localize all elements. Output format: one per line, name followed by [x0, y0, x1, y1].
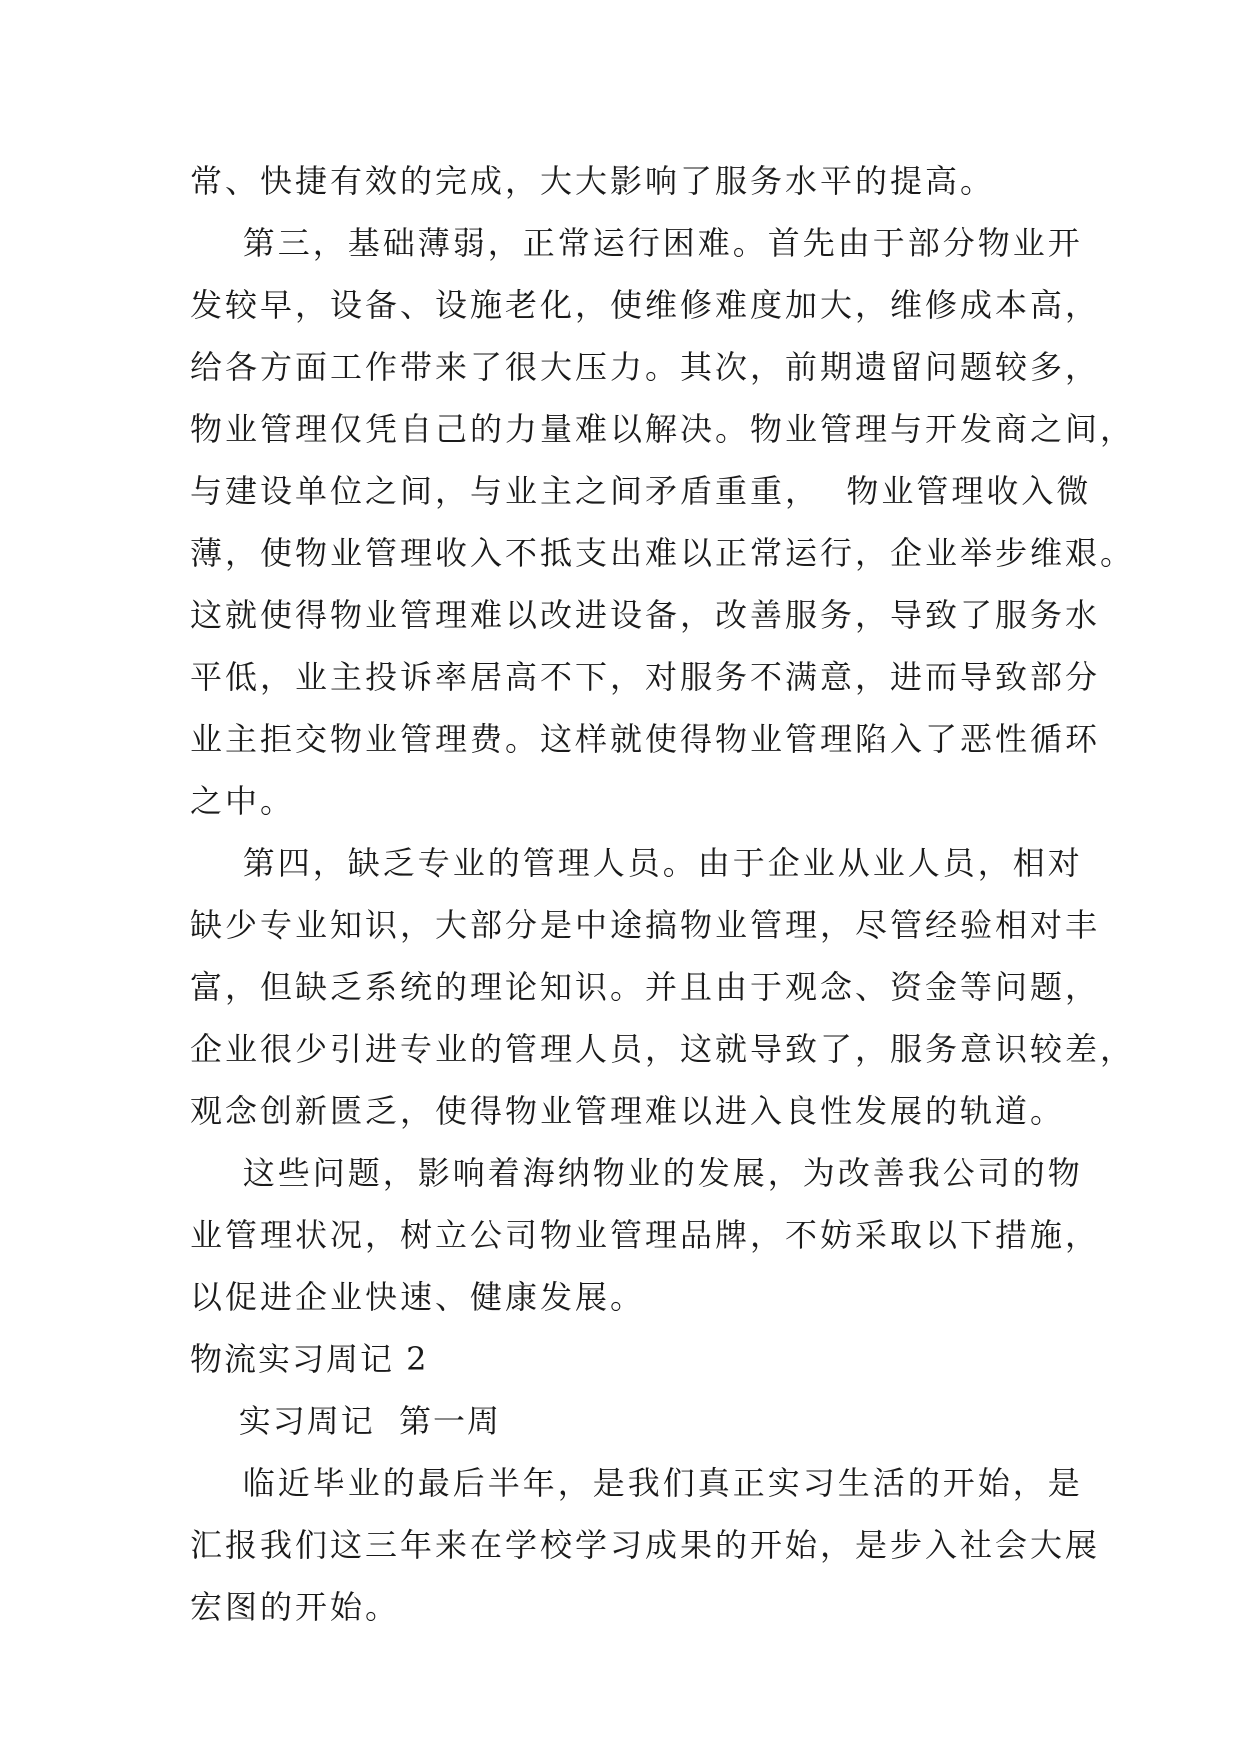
text-line: 与建设单位之间，与业主之间矛盾重重， 物业管理收入微 [190, 472, 1092, 510]
text-line: 平低，业主投诉率居高不下，对服务不满意，进而导致部分 [190, 658, 1101, 696]
text-line: 这些问题，影响着海纳物业的发展，为改善我公司的物 [190, 1154, 1083, 1192]
text-line: 这就使得物业管理难以改进设备，改善服务，导致了服务水 [190, 596, 1101, 634]
text-line: 常、快捷有效的完成，大大影响了服务水平的提高。 [190, 162, 996, 200]
section-heading: 物流实习周记 2 [190, 1340, 429, 1378]
text-line: 第四，缺乏专业的管理人员。由于企业从业人员，相对 [190, 844, 1083, 882]
text-line: 以促进企业快速、健康发展。 [190, 1278, 646, 1316]
document-page [190, 150, 1136, 1638]
text-line: 给各方面工作带来了很大压力。其次，前期遗留问题较多， [190, 348, 1101, 386]
text-line: 第三，基础薄弱，正常运行困难。首先由于部分物业开 [190, 224, 1083, 262]
text-line: 富，但缺乏系统的理论知识。并且由于观念、资金等问题， [190, 968, 1101, 1006]
subsection-heading: 实习周记 第一周 [190, 1402, 502, 1440]
text-line: 观念创新匮乏，使得物业管理难以进入良性发展的轨道。 [190, 1092, 1066, 1130]
text-line: 之中。 [190, 782, 296, 820]
text-line: 临近毕业的最后半年，是我们真正实习生活的开始，是 [190, 1464, 1083, 1502]
text-line: 宏图的开始。 [190, 1588, 401, 1626]
text-line: 薄，使物业管理收入不抵支出难以正常运行，企业举步维艰。 [190, 534, 1136, 572]
text-line: 业管理状况，树立公司物业管理品牌，不妨采取以下措施， [190, 1216, 1101, 1254]
text-line: 汇报我们这三年来在学校学习成果的开始，是步入社会大展 [190, 1526, 1101, 1564]
text-line: 业主拒交物业管理费。这样就使得物业管理陷入了恶性循环 [190, 720, 1101, 758]
text-line: 物业管理仅凭自己的力量难以解决。物业管理与开发商之间， [190, 410, 1136, 448]
text-line: 企业很少引进专业的管理人员，这就导致了，服务意识较差， [190, 1030, 1136, 1068]
text-line: 缺少专业知识，大部分是中途搞物业管理，尽管经验相对丰 [190, 906, 1101, 944]
text-line: 发较早，设备、设施老化，使维修难度加大，维修成本高， [190, 286, 1101, 324]
